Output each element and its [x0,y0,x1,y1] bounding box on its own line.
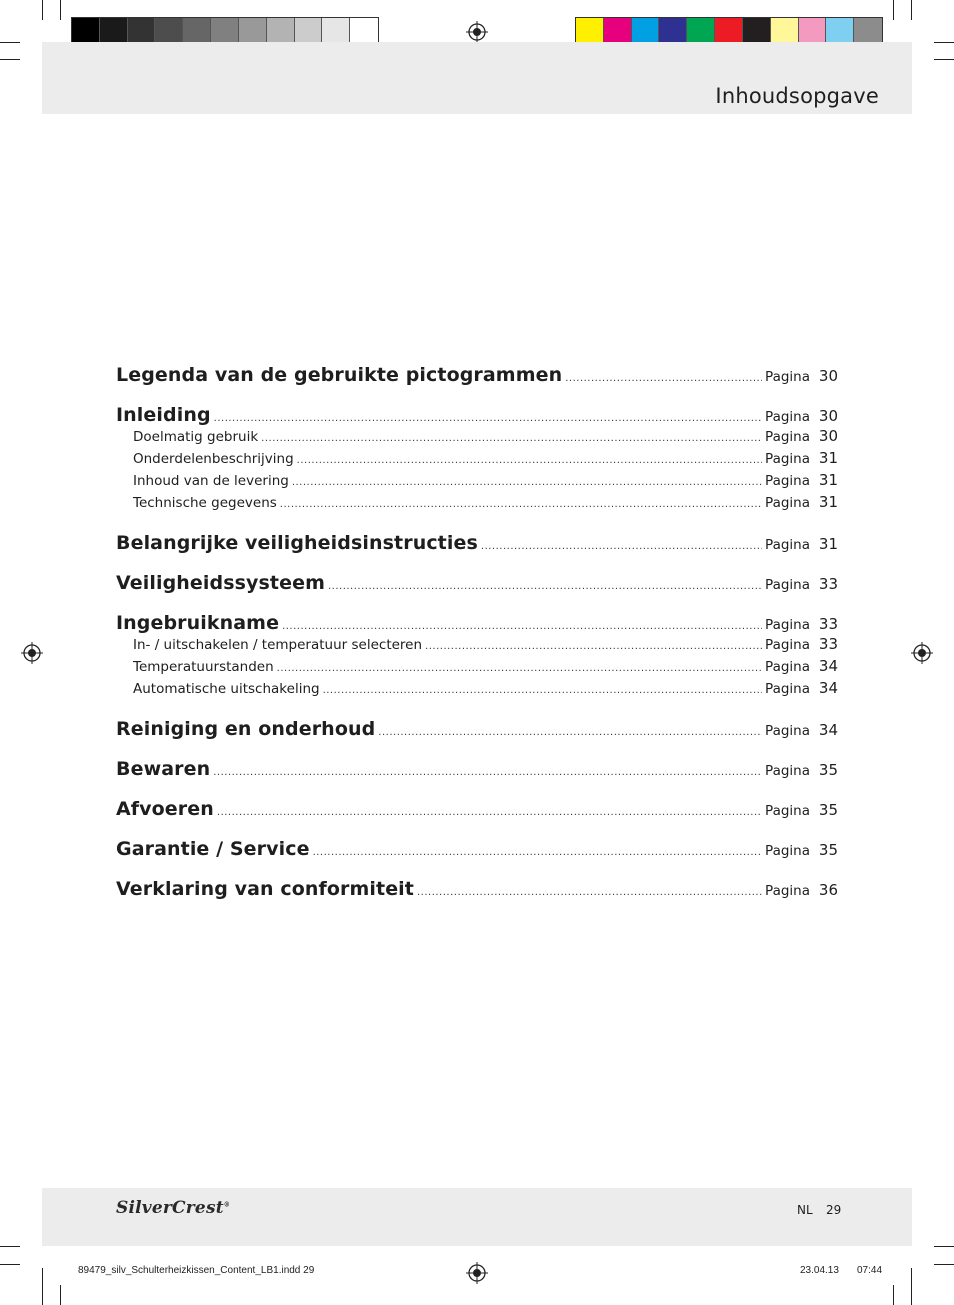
color-swatch [771,18,799,45]
dot-leader [214,413,762,424]
crop-mark [42,0,43,20]
page-word: Pagina [765,883,810,899]
crop-mark [934,1246,954,1247]
crop-mark [911,0,912,20]
toc-page-number: 31 [818,493,838,511]
toc-entry-title: In- / uitschakelen / temperatuur selecteren [133,637,423,653]
color-swatch [826,18,854,45]
toc-page-number: 33 [818,635,838,653]
toc-entry-title: Belangrijke veiligheidsinstructies [116,532,478,554]
gray-swatch [239,18,267,45]
page-word: Pagina [765,843,810,859]
color-swatch [632,18,660,45]
page-number: 29 [826,1203,842,1217]
dot-leader [217,807,762,818]
page-word: Pagina [765,681,810,697]
toc-page-number: 35 [818,801,838,819]
slug-date: 23.04.13 [800,1265,839,1276]
toc-entry-title: Garantie / Service [116,838,310,860]
color-swatch [659,18,687,45]
toc-page-number: 33 [818,615,838,633]
toc-page-number: 36 [818,881,838,899]
slug-filename: 89479_silv_Schulterheizkissen_Content_LB1.indd 29 [78,1265,315,1276]
page-word: Pagina [765,617,810,633]
dot-leader [292,477,762,488]
toc-subentry[interactable] [116,656,838,678]
page-word: Pagina [765,369,810,385]
page-word: Pagina [765,473,810,489]
crop-mark [60,0,61,20]
dot-leader [323,685,762,696]
page-word: Pagina [765,495,810,511]
toc-subentry[interactable] [116,470,838,492]
toc-entry-title: Veiligheidssysteem [116,572,325,594]
toc-entry[interactable] [116,838,838,860]
toc-page-number: 35 [818,761,838,779]
gray-swatch [322,18,350,45]
toc-entry-title: Legenda van de gebruikte pictogrammen [116,364,563,386]
toc-page-number: 31 [818,449,838,467]
dot-leader [417,887,762,898]
page-title: Inhoudsopgave [715,84,879,108]
toc-subentry[interactable] [116,426,838,448]
page-word: Pagina [765,637,810,653]
dot-leader [425,641,762,652]
toc-entry[interactable] [116,532,838,554]
toc-entry-title: Onderdelenbeschrijving [133,451,294,467]
toc-page-number: 30 [818,407,838,425]
color-swatch [576,18,604,45]
toc-page-number: 35 [818,841,838,859]
toc-page-number: 30 [818,427,838,445]
gray-swatch [72,18,100,45]
dot-leader [277,663,762,674]
gray-swatch [183,18,211,45]
color-swatch [854,18,882,45]
crop-mark [893,0,894,20]
toc-entry-title: Afvoeren [116,798,214,820]
color-swatch [604,18,632,45]
gray-swatch [100,18,128,45]
toc-page-number: 30 [818,367,838,385]
dot-leader [280,499,762,510]
language-code: NL [797,1203,813,1217]
toc-page-number: 34 [818,657,838,675]
crop-mark [893,1285,894,1305]
crop-mark [0,1264,20,1265]
registration-mark-icon [911,642,933,664]
crop-mark [934,1264,954,1265]
dot-leader [313,847,762,858]
dot-leader [213,767,762,778]
dot-leader [282,621,762,632]
page-word: Pagina [765,659,810,675]
gray-swatch [295,18,323,45]
toc-page-number: 34 [818,721,838,739]
gray-swatch [267,18,295,45]
slug-time: 07:44 [857,1265,883,1276]
toc-subentry[interactable] [116,448,838,470]
toc-entry-title: Verklaring van conformiteit [116,878,414,900]
toc-entry-title: Technische gegevens [133,495,277,511]
toc-entry-title: Inleiding [116,404,211,426]
dot-leader [261,433,762,444]
crop-mark [0,42,20,43]
gray-swatch [128,18,156,45]
page-word: Pagina [765,763,810,779]
registration-mark-icon [21,642,43,664]
crop-mark [934,42,954,43]
toc-subentry[interactable] [116,634,838,656]
toc-subentry[interactable] [116,678,838,700]
toc-entry-title: Reiniging en onderhoud [116,718,376,740]
dot-leader [378,727,762,738]
toc-entry[interactable] [116,612,838,634]
registration-mark-icon [466,1262,488,1284]
crop-mark [0,1246,20,1247]
toc-entry[interactable] [116,758,838,780]
crop-mark [911,1268,912,1305]
dot-leader [565,373,762,384]
page-word: Pagina [765,723,810,739]
page-word: Pagina [765,409,810,425]
toc-entry[interactable] [116,878,838,900]
toc-entry-title: Bewaren [116,758,211,780]
gray-swatch [350,18,378,45]
color-swatch [799,18,827,45]
crop-mark [42,1268,43,1305]
page-word: Pagina [765,577,810,593]
toc-page-number: 34 [818,679,838,697]
toc-page-number: 31 [818,535,838,553]
toc-entry[interactable] [116,404,838,426]
toc-entry-title: Temperatuurstanden [133,659,274,675]
crop-mark [934,59,954,60]
toc-entry-title: Automatische uitschakeling [133,681,320,697]
page-word: Pagina [765,451,810,467]
page-word: Pagina [765,537,810,553]
color-swatch [715,18,743,45]
toc-entry-title: Doelmatig gebruik [133,429,259,445]
crop-mark [60,1285,61,1305]
table-of-contents [116,364,838,900]
registration-mark-icon [466,21,488,43]
gray-swatch [211,18,239,45]
toc-subentry[interactable] [116,492,838,514]
page-word: Pagina [765,429,810,445]
brand-logo: SilverCrest® [116,1198,230,1218]
toc-page-number: 31 [818,471,838,489]
color-swatch [687,18,715,45]
toc-entry-title: Inhoud van de levering [133,473,289,489]
dot-leader [481,541,762,552]
gray-swatch [155,18,183,45]
color-swatch [743,18,771,45]
crop-mark [0,59,20,60]
toc-entry[interactable] [116,798,838,820]
toc-entry[interactable] [116,572,838,594]
toc-entry-title: Ingebruikname [116,612,280,634]
dot-leader [328,581,762,592]
toc-page-number: 33 [818,575,838,593]
page-word: Pagina [765,803,810,819]
dot-leader [297,455,762,466]
toc-entry[interactable] [116,718,838,740]
toc-entry[interactable] [116,364,838,386]
